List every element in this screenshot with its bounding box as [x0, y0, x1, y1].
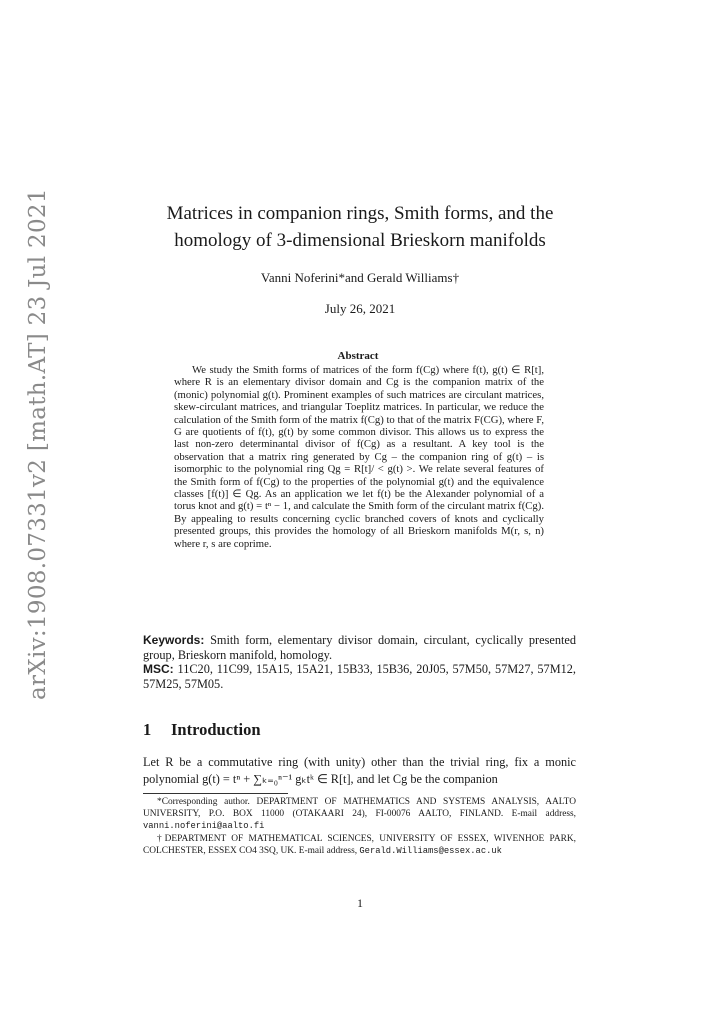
footnote-rule: [143, 793, 288, 794]
keywords-text: Smith form, elementary divisor domain, circulant, cyclically presented group, Brieskorn manifold, homology.: [143, 633, 577, 662]
publication-date: July 26, 2021: [324, 301, 396, 316]
footnotes: [143, 796, 576, 857]
msc-label: MSC:: [143, 662, 174, 677]
msc-text: 11C20, 11C99, 15A15, 15A21, 15B33, 15B36, 20J05, 57M50, 57M27, 57M12, 57M25, 57M05.: [143, 662, 576, 691]
footnote-second-author: [143, 833, 576, 857]
section-heading: [143, 720, 576, 740]
footnote-2-text: †DEPARTMENT OF MATHEMATICAL SCIENCES, UNIVERSITY OF ESSEX, WIVENHOE PARK, COLCHESTER, ESSEX CO4 3SQ, UK. E-mail address,: [143, 833, 576, 856]
arxiv-identifier-stamp: arXiv:1908.07331v2 [math.AT] 23 Jul 2021: [25, 188, 51, 700]
abstract-text: We study the Smith forms of matrices of the form f(Cg) where f(t), g(t) ∈ R[t], where R is an elementary divisor domain and Cg is the companion matrix of the (monic) polynomial g(t). Prominent examples of such matrices are circulant matrices, skew-circulant matrices, and triangular Toeplitz matrices. In particular, we reduce the calculation of the Smith form of the matrix f(Cg) to that of the matrix F(CG), where F, G are quotients of f(t), g(t) by some common divisor. This allows us to express the last non-zero determinantal divisor of f(Cg) as a resultant. A key tool is the observation that a matrix ring generated by Cg – the companion ring of g(t) – is isomorphic to the polynomial ring Qg = R[t]/ < g(t) >. We relate several features of the Smith form of f(Cg) to the properties of the polynomial g(t) and the equivalence classes [f(t)] ∈ Qg. As an application we let f(t) be the Alexander polynomial of a torus knot and g(t) = tⁿ − 1, and calculate the Smith form of the circulant matrix f(Cg). By appealing to results concerning cyclic branched covers of knots and cyclically presented groups, this provides the homology of all Brieskorn manifolds M(r, s, n) where r, s are coprime.: [174, 364, 544, 550]
footnote-2-email: Gerald.Williams@essex.ac.uk: [359, 845, 502, 856]
footnote-1-text: *Corresponding author. DEPARTMENT OF MATHEMATICS AND SYSTEMS ANALYSIS, AALTO UNIVERSITY, P.O. BOX 11000 (OTAKAARI 24), FI-00076 AALTO, FINLAND. E-mail address,: [143, 797, 576, 820]
keywords-label: Keywords:: [143, 633, 205, 647]
section-title: Introduction: [171, 720, 261, 739]
title-line-2: homology of 3-dimensional Brieskorn manifolds: [174, 230, 546, 251]
keywords-block: [143, 633, 576, 691]
author-list: Vanni Noferini*and Gerald Williams†: [260, 270, 460, 285]
title-line-1: Matrices in companion rings, Smith forms, and the: [166, 203, 554, 224]
footnote-1-email: vanni.noferini@aalto.fi: [143, 821, 265, 832]
page-number: 1: [357, 896, 363, 910]
section-number: 1: [143, 720, 152, 739]
paper-title: [140, 200, 580, 254]
footnote-corresponding-author: [143, 796, 576, 833]
abstract-heading: Abstract: [337, 350, 379, 362]
intro-paragraph: Let R be a commutative ring (with unity) other than the trivial ring, fix a monic polynomial g(t) = tⁿ + ∑ₖ₌₀ⁿ⁻¹ gₖtᵏ ∈ R[t], and let Cg be the companion: [143, 755, 576, 786]
